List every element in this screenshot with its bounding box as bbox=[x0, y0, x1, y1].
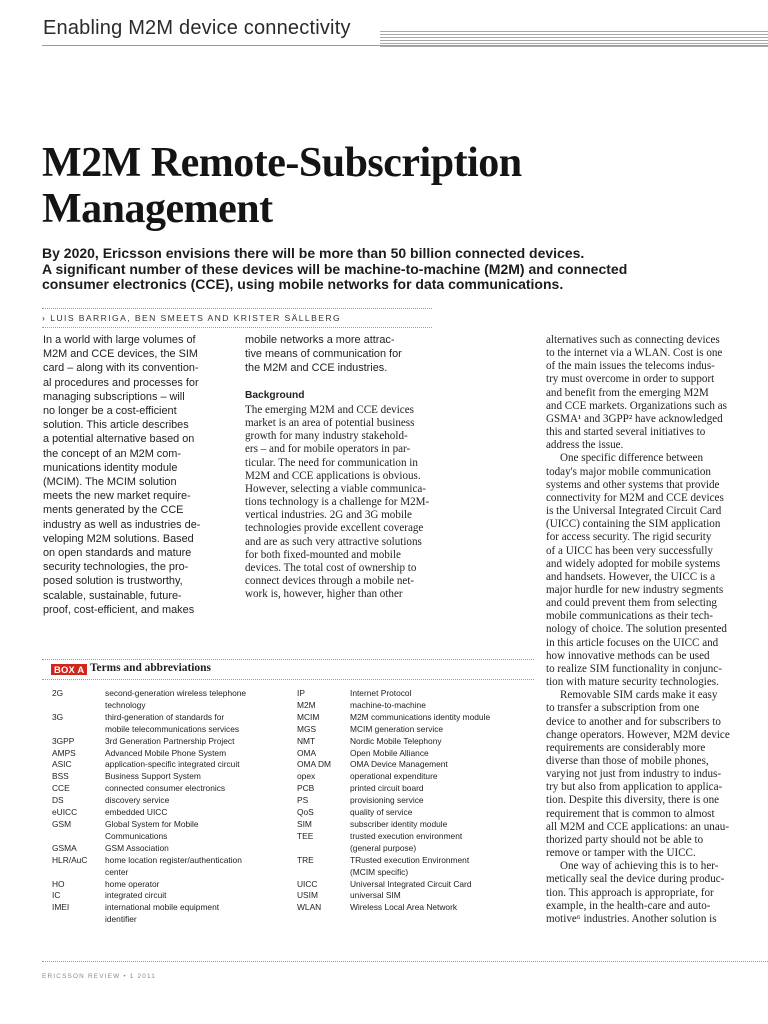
footer: ERICSSON REVIEW • 1 2011 bbox=[42, 973, 157, 980]
text-line: One way of achieving this is to her- bbox=[560, 860, 719, 873]
text-line: growth for many industry stakehold- bbox=[245, 430, 408, 443]
glossary-entry bbox=[297, 807, 537, 819]
text-line: how innovative methods can be used bbox=[546, 649, 710, 662]
glossary-definition: MCIM generation service bbox=[350, 723, 444, 734]
text-line: vertical industries. 2G and 3G mobile bbox=[245, 509, 412, 522]
text-line: requirements are considerably more bbox=[546, 741, 706, 754]
glossary-entry bbox=[52, 855, 292, 879]
glossary-definition: provisioning service bbox=[350, 795, 424, 806]
text-line: In a world with large volumes of bbox=[43, 334, 196, 346]
text-line: tive means of communication for bbox=[245, 348, 402, 361]
text-line: ers – and for mobile operators in par- bbox=[245, 443, 411, 456]
glossary-definition: Universal Integrated Circuit Card bbox=[350, 878, 472, 889]
glossary-entry bbox=[52, 712, 292, 736]
glossary-definition: TRusted execution Environment bbox=[350, 854, 470, 865]
glossary-definition: Global System for Mobile bbox=[105, 818, 199, 829]
text-line: devices. The total cost of ownership to bbox=[245, 561, 417, 574]
glossary-abbreviation: MGS bbox=[297, 723, 317, 734]
column-3-body bbox=[546, 334, 736, 926]
text-line: mobile networks a more attrac- bbox=[245, 334, 395, 346]
box-title: Terms and abbreviations bbox=[90, 662, 211, 674]
text-line: and benefit from the emerging M2M bbox=[546, 386, 709, 399]
text-line: security technologies, the pro- bbox=[43, 561, 189, 574]
text-line: meets the new market require- bbox=[43, 490, 191, 503]
byline-rule-top bbox=[42, 308, 432, 309]
glossary-definition: universal SIM bbox=[350, 890, 401, 901]
text-line: change operators. However, M2M device bbox=[546, 728, 730, 741]
text-line: and are as such very attractive solutions bbox=[245, 535, 422, 548]
text-line: mobile communications as their tech- bbox=[546, 610, 713, 623]
text-line: thorized party should not be able to bbox=[546, 833, 704, 846]
glossary-abbreviation: PS bbox=[297, 795, 309, 806]
glossary-definition: Open Mobile Alliance bbox=[350, 747, 429, 758]
text-line: of the main issues the telecoms indus- bbox=[546, 360, 715, 373]
byline-arrow-icon: › bbox=[42, 313, 47, 323]
glossary-definition: machine-to-machine bbox=[350, 699, 426, 710]
glossary-entry bbox=[52, 736, 292, 748]
text-line: tion. This approach is appropriate, for bbox=[546, 886, 714, 899]
text-line: work is, however, higher than other bbox=[245, 588, 403, 601]
text-line: ticular. The need for communication in bbox=[245, 456, 418, 469]
glossary-abbreviation: TRE bbox=[297, 854, 314, 865]
glossary-entry bbox=[297, 890, 537, 902]
text-line: solution. This article describes bbox=[43, 419, 189, 432]
text-line: scalable, sustainable, future- bbox=[43, 589, 182, 602]
glossary-entry bbox=[52, 759, 292, 771]
glossary-definition: identifier bbox=[105, 914, 137, 925]
glossary-abbreviation: NMT bbox=[297, 735, 316, 746]
glossary-definition: home location register/authentication bbox=[105, 854, 242, 865]
lead-line: A significant number of these devices will be machine-to-machine (M2M) and connected bbox=[42, 260, 628, 277]
glossary-abbreviation: OMA DM bbox=[297, 759, 331, 770]
glossary-entry bbox=[52, 902, 292, 926]
text-line: tions technology is a challenge for M2M- bbox=[245, 496, 430, 509]
glossary-abbreviation: IC bbox=[52, 890, 61, 901]
text-line: today's major mobile communication bbox=[546, 465, 711, 478]
glossary-definition: M2M communications identity module bbox=[350, 711, 491, 722]
glossary-abbreviation: DS bbox=[52, 795, 64, 806]
byline-rule-bottom bbox=[42, 327, 432, 328]
glossary-abbreviation: GSM bbox=[52, 818, 72, 829]
glossary-definition: Business Support System bbox=[105, 771, 201, 782]
glossary-abbreviation: PCB bbox=[297, 783, 315, 794]
text-line: all M2M and CCE applications: an unau- bbox=[546, 820, 730, 833]
article-title bbox=[42, 140, 742, 232]
text-line: the M2M and CCE industries. bbox=[245, 362, 388, 375]
text-line: to the internet via a WLAN. Cost is one bbox=[546, 347, 723, 360]
glossary-entry bbox=[52, 795, 292, 807]
glossary-entry bbox=[297, 712, 537, 724]
glossary-entry bbox=[297, 855, 537, 879]
glossary-definition: GSM Association bbox=[105, 842, 169, 853]
glossary-definition: Wireless Local Area Network bbox=[350, 902, 458, 913]
glossary-entry bbox=[297, 819, 537, 831]
header-stripes bbox=[380, 31, 768, 47]
glossary-abbreviation: SIM bbox=[297, 818, 312, 829]
glossary-definition: printed circuit board bbox=[350, 783, 424, 794]
text-line: of a UICC has been very successfully bbox=[546, 544, 713, 557]
glossary-abbreviation: BSS bbox=[52, 771, 69, 782]
text-line: address the issue. bbox=[546, 439, 624, 452]
text-line: alternatives such as connecting devices bbox=[546, 334, 720, 346]
glossary-entry bbox=[297, 783, 537, 795]
text-line: no longer be a cost-efficient bbox=[43, 405, 177, 418]
lead-line: By 2020, Ericsson envisions there will be more than 50 billion connected devices. bbox=[42, 245, 585, 261]
text-line: on open standards and mature bbox=[43, 547, 192, 560]
glossary-definition: Communications bbox=[105, 830, 168, 841]
glossary-entry bbox=[297, 771, 537, 783]
text-line: (UICC) containing the SIM application bbox=[546, 518, 721, 531]
text-line: tion with mature security technologies. bbox=[546, 676, 719, 689]
footer-rule bbox=[42, 961, 768, 962]
text-line: al procedures and processes for bbox=[43, 376, 199, 389]
glossary-abbreviation: HO bbox=[52, 878, 65, 889]
text-line: varying not just from industry to indus- bbox=[546, 768, 722, 781]
glossary-abbreviation: 3G bbox=[52, 711, 64, 722]
glossary-entry bbox=[297, 879, 537, 891]
column-2-intro bbox=[245, 333, 435, 376]
glossary-definition: (general purpose) bbox=[350, 842, 417, 853]
text-line: and could prevent them from selecting bbox=[546, 597, 717, 610]
glossary-abbreviation: HLR/AuC bbox=[52, 854, 88, 865]
glossary-abbreviation: eUICC bbox=[52, 807, 78, 818]
text-line: requirement that is common to almost bbox=[546, 807, 715, 820]
glossary-abbreviation: ASIC bbox=[52, 759, 72, 770]
text-line: However, selecting a viable communica- bbox=[245, 482, 426, 495]
text-line: market is an area of potential business bbox=[245, 417, 415, 430]
glossary-entry bbox=[297, 736, 537, 748]
glossary-definition: quality of service bbox=[350, 807, 413, 818]
glossary-definition: subscriber identity module bbox=[350, 818, 448, 829]
glossary-abbreviation: WLAN bbox=[297, 902, 322, 913]
glossary-entry bbox=[52, 748, 292, 760]
byline-authors: LUIS BARRIGA, BEN SMEETS AND KRISTER SÄLLBERG bbox=[50, 313, 342, 323]
text-line: remove or tamper with the UICC. bbox=[546, 847, 696, 860]
glossary-abbreviation: TEE bbox=[297, 830, 314, 841]
glossary-abbreviation: IMEI bbox=[52, 902, 70, 913]
text-line: to transfer a subscription from one bbox=[546, 702, 700, 715]
text-line: for access security. The rigid security bbox=[546, 531, 712, 544]
text-line: try but also from application to applica- bbox=[546, 781, 723, 794]
glossary-entry bbox=[52, 843, 292, 855]
text-line: ments generated by the CCE bbox=[43, 504, 184, 517]
glossary-definition: Advanced Mobile Phone System bbox=[105, 747, 227, 758]
glossary-definition: trusted execution environment bbox=[350, 830, 463, 841]
text-line: One specific difference between bbox=[560, 452, 704, 465]
glossary-entry bbox=[297, 748, 537, 760]
text-line: to realize SIM functionality in conjunc- bbox=[546, 662, 722, 675]
text-line: M2M and CCE devices, the SIM bbox=[43, 348, 198, 361]
text-line: connectivity for M2M and CCE devices bbox=[546, 491, 724, 504]
text-line: in this article focuses on the UICC and bbox=[546, 636, 719, 649]
text-line: and CCE markets. Organizations such as bbox=[546, 399, 727, 412]
glossary-entry bbox=[297, 831, 537, 855]
text-line: GSMA¹ and 3GPP² have acknowledged bbox=[546, 412, 723, 425]
glossary-abbreviation: MCIM bbox=[297, 711, 320, 722]
text-line: try must overcome in order to support bbox=[546, 373, 715, 386]
glossary-definition: technology bbox=[105, 699, 146, 710]
running-head: Enabling M2M device connectivity bbox=[43, 17, 351, 39]
text-line: systems and other systems that provide bbox=[546, 478, 720, 491]
abstract-column bbox=[43, 333, 233, 617]
section-heading: Background bbox=[245, 390, 305, 401]
glossary-entry bbox=[52, 783, 292, 795]
text-line: posed solution is trustworthy, bbox=[43, 575, 183, 588]
text-line: is the Universal Integrated Circuit Card bbox=[546, 505, 722, 518]
glossary-definition: Nordic Mobile Telephony bbox=[350, 735, 442, 746]
text-line: major hurdle for new industry segments bbox=[546, 583, 724, 596]
title-line: M2M Remote-Subscription bbox=[42, 140, 522, 186]
glossary-entry bbox=[297, 700, 537, 712]
byline bbox=[42, 313, 341, 323]
glossary-definition: embedded UICC bbox=[105, 807, 168, 818]
column-2-body bbox=[245, 404, 435, 601]
text-line: (MCIM). The MCIM solution bbox=[43, 476, 177, 489]
glossary-abbreviation: UICC bbox=[297, 878, 318, 889]
glossary-abbreviation: OMA bbox=[297, 747, 317, 758]
text-line: and widely adopted for mobile systems bbox=[546, 557, 721, 570]
text-line: metically seal the device during produc- bbox=[546, 873, 725, 886]
glossary-abbreviation: QoS bbox=[297, 807, 314, 818]
text-line: motive⁶ industries. Another solution is bbox=[546, 912, 717, 925]
glossary-definition: Internet Protocol bbox=[350, 688, 412, 698]
text-line: M2M and CCE applications is obvious. bbox=[245, 469, 421, 482]
glossary-definition: mobile telecommunications services bbox=[105, 723, 240, 734]
glossary-definition: second-generation wireless telephone bbox=[105, 688, 247, 698]
glossary-entry bbox=[52, 807, 292, 819]
glossary-abbreviation: AMPS bbox=[52, 747, 76, 758]
glossary-abbreviation: M2M bbox=[297, 699, 316, 710]
glossary-entry bbox=[297, 795, 537, 807]
lead-paragraph bbox=[42, 246, 732, 293]
glossary-abbreviation: opex bbox=[297, 771, 316, 782]
glossary-definition: integrated circuit bbox=[105, 890, 167, 901]
glossary-definition: (MCIM specific) bbox=[350, 866, 409, 877]
glossary-right bbox=[297, 688, 537, 914]
box-label: BOX A bbox=[51, 664, 87, 675]
box-rule-top bbox=[42, 659, 534, 660]
box-rule-under-title bbox=[42, 679, 534, 680]
text-line: managing subscriptions – will bbox=[43, 390, 185, 403]
glossary-definition: home operator bbox=[105, 878, 160, 889]
glossary-left bbox=[52, 688, 292, 926]
glossary-entry bbox=[52, 819, 292, 843]
glossary-definition: connected consumer electronics bbox=[105, 783, 226, 794]
glossary-definition: application-specific integrated circuit bbox=[105, 759, 240, 770]
glossary-abbreviation: CCE bbox=[52, 783, 70, 794]
glossary-definition: discovery service bbox=[105, 795, 170, 806]
text-line: technologies provide excellent coverage bbox=[245, 522, 424, 535]
glossary-entry bbox=[52, 879, 292, 891]
glossary-definition: OMA Device Management bbox=[350, 759, 448, 770]
text-line: tion. Despite this diversity, there is one bbox=[546, 794, 720, 807]
text-line: device to another and for subscribers to bbox=[546, 715, 721, 728]
glossary-entry bbox=[297, 759, 537, 771]
glossary-definition: international mobile equipment bbox=[105, 902, 220, 913]
text-line: and handsets. However, the UICC is a bbox=[546, 570, 716, 583]
glossary-entry bbox=[52, 890, 292, 902]
glossary-entry bbox=[52, 688, 292, 712]
glossary-abbreviation: USIM bbox=[297, 890, 318, 901]
glossary-entry bbox=[297, 724, 537, 736]
glossary-abbreviation: IP bbox=[297, 688, 305, 698]
glossary-definition: third-generation of standards for bbox=[105, 711, 225, 722]
glossary-entry bbox=[297, 902, 537, 914]
text-line: munications identity module bbox=[43, 461, 178, 474]
text-line: industry as well as industries de- bbox=[43, 518, 201, 531]
glossary-definition: 3rd Generation Partnership Project bbox=[105, 735, 235, 746]
glossary-entry bbox=[52, 771, 292, 783]
text-line: for both fixed-mounted and mobile bbox=[245, 548, 401, 561]
text-line: card – along with its convention- bbox=[43, 362, 199, 375]
glossary-entry bbox=[297, 688, 537, 700]
text-line: veloping M2M solutions. Based bbox=[43, 532, 194, 545]
text-line: The emerging M2M and CCE devices bbox=[245, 404, 414, 416]
text-line: this and started several initiatives to bbox=[546, 426, 706, 439]
text-line: connect devices through a mobile net- bbox=[245, 575, 415, 588]
glossary-abbreviation: 3GPP bbox=[52, 735, 75, 746]
text-line: diverse than those of mobile phones, bbox=[546, 755, 709, 767]
text-line: example, in the health-care and auto- bbox=[546, 899, 711, 912]
glossary-definition: operational expenditure bbox=[350, 771, 438, 782]
glossary-definition: center bbox=[105, 866, 129, 877]
glossary-abbreviation: GSMA bbox=[52, 842, 77, 853]
text-line: proof, cost-efficient, and makes bbox=[43, 603, 195, 616]
text-line: nology of choice. The solution presented bbox=[546, 623, 727, 636]
text-line: Removable SIM cards make it easy bbox=[560, 689, 718, 702]
text-line: a potential alternative based on bbox=[43, 433, 195, 446]
glossary-abbreviation: 2G bbox=[52, 688, 64, 698]
title-line: Management bbox=[42, 186, 273, 232]
lead-line: consumer electronics (CCE), using mobile networks for data communications. bbox=[42, 276, 564, 292]
text-line: the concept of an M2M com- bbox=[43, 447, 182, 460]
